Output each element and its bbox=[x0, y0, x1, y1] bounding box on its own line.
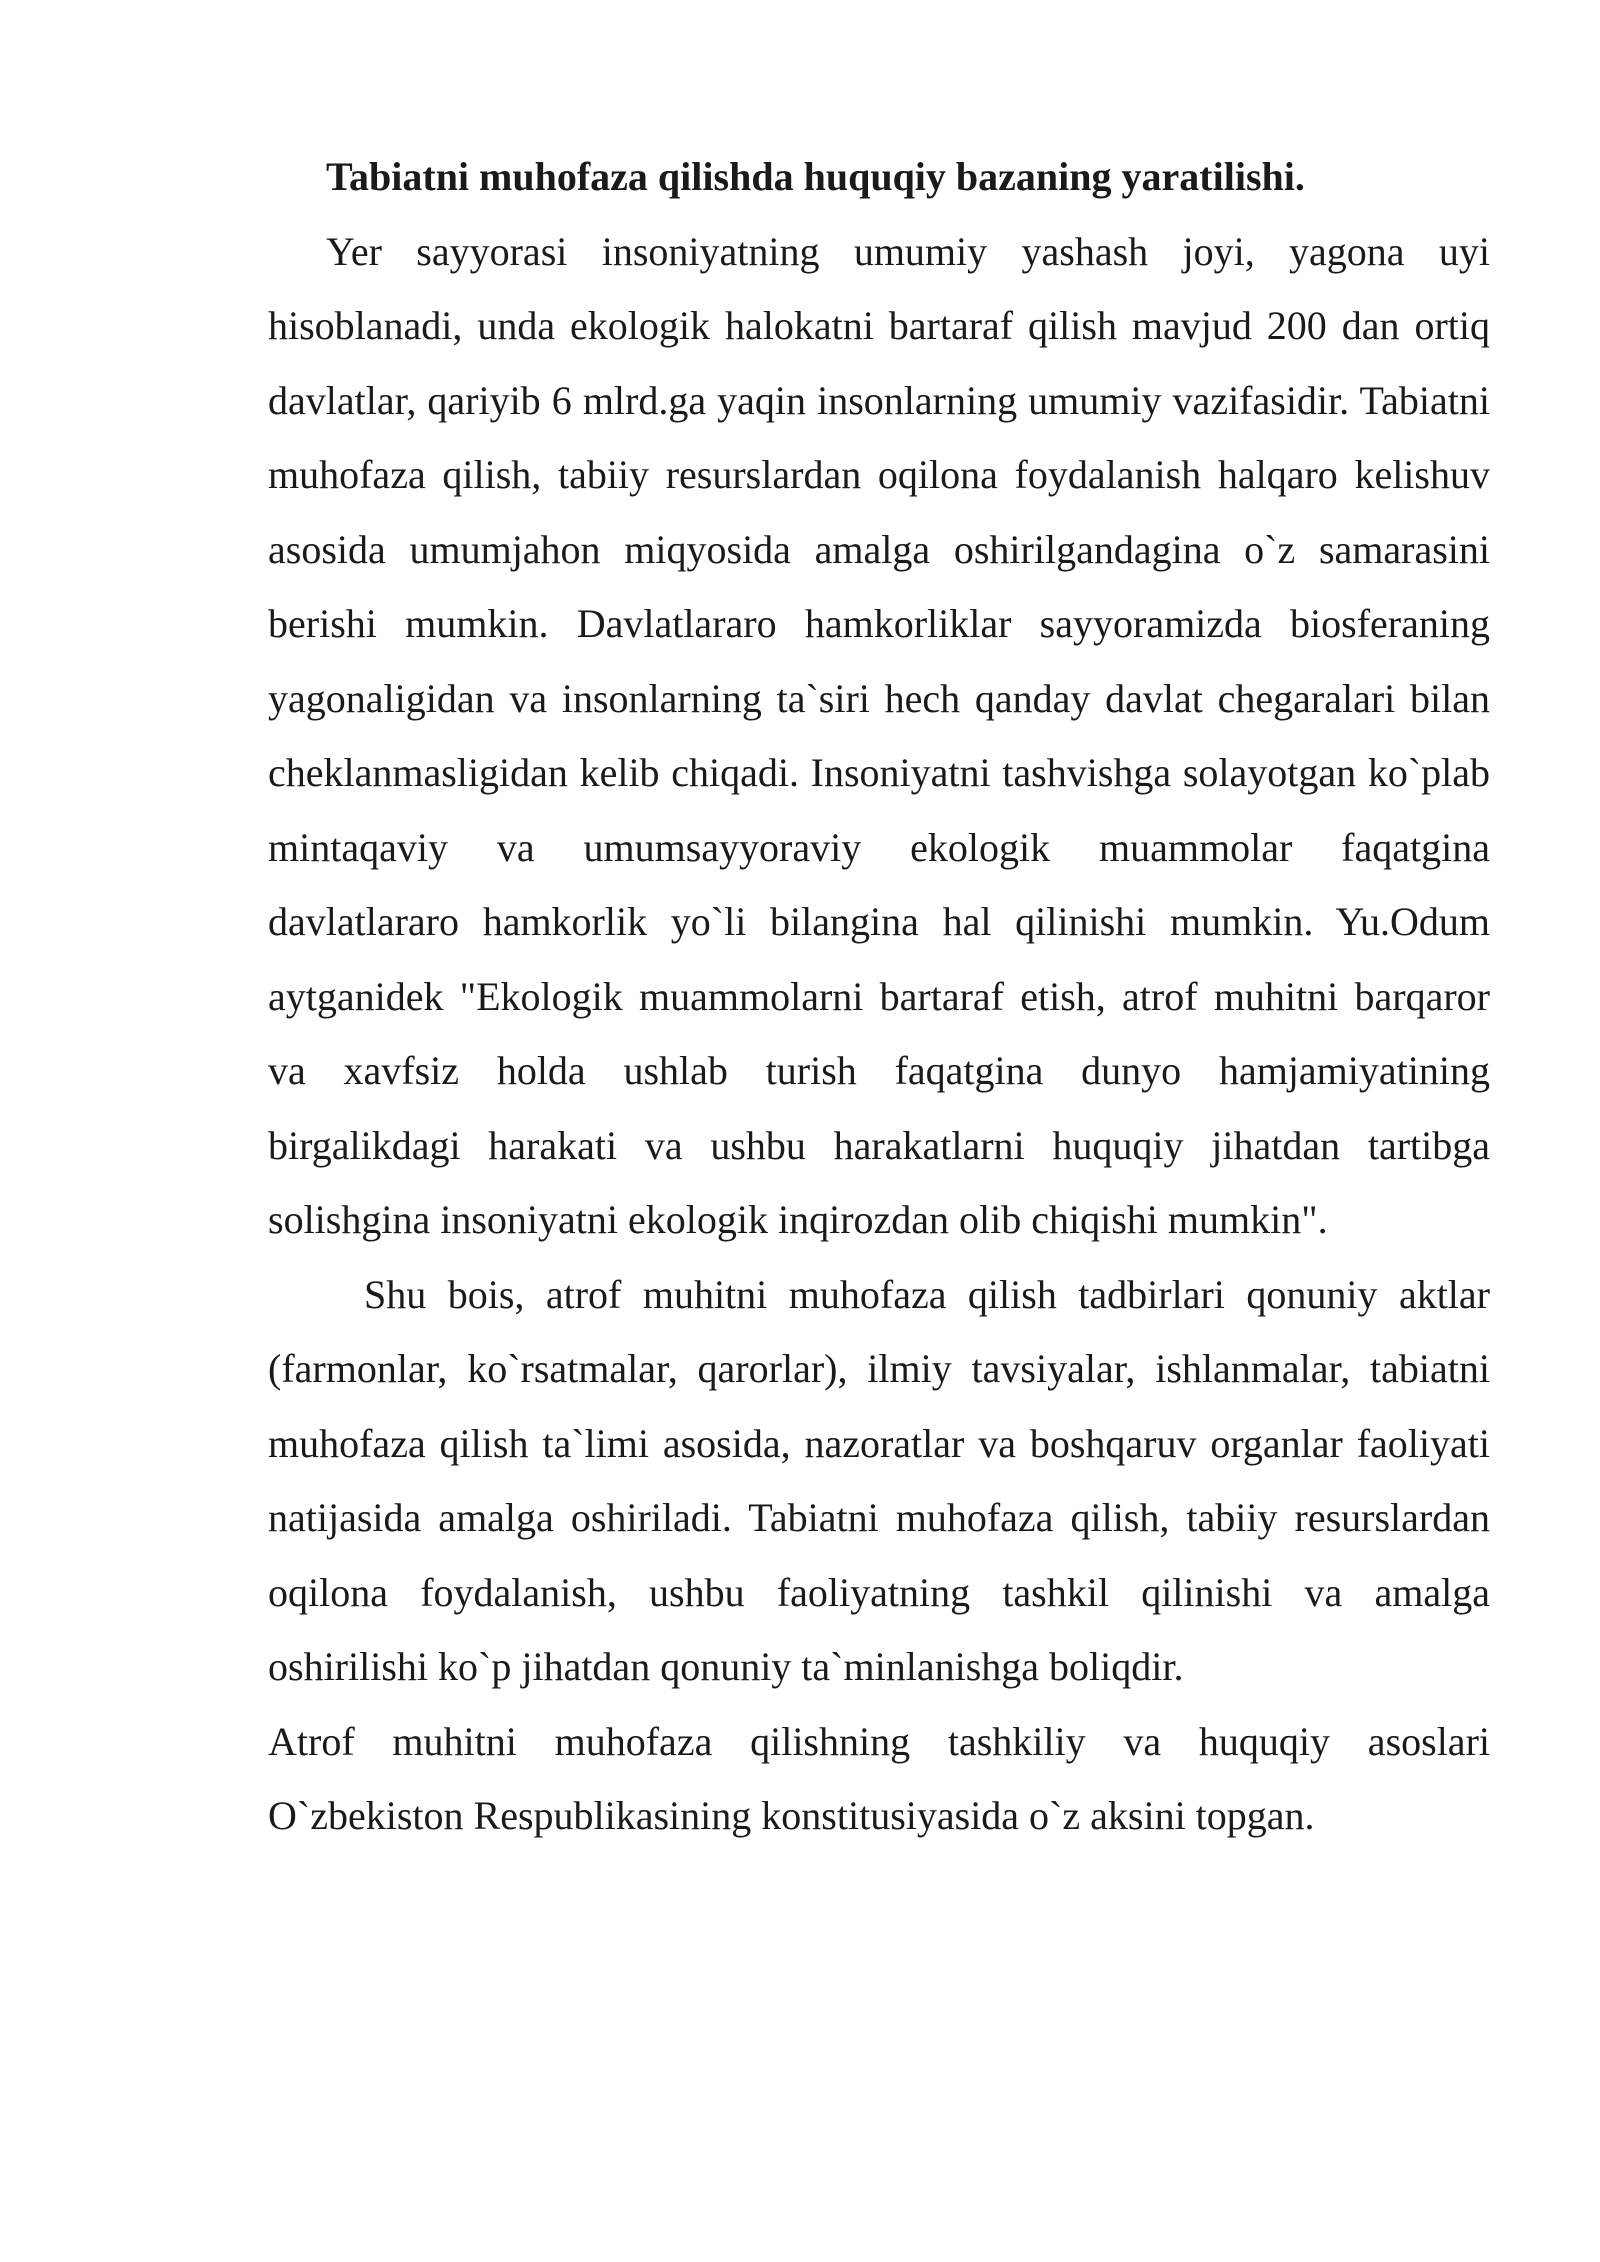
paragraph-3: Atrof muhitni muhofaza qilishning tashkiliy va huquqiy asoslari O`zbekiston Respublikasining konstitusiyasida o`z aksini topgan. bbox=[268, 1718, 1490, 1838]
paragraph-1: Yer sayyorasi insoniyatning umumiy yashash joyi, yagona uyi hisoblanadi, unda ekologik halokatni bartaraf qilish mavjud 200 dan ortiq davlatlar, qariyib 6 mlrd.ga yaqin insonlarning umumiy vazifasidir. Tabiatni muhofaza qilish, tabiiy resurslardan oqilona foydalanish halqaro kelishuv asosida umumjahon miqyosida amalga oshirilgandagina o`z samarasini berishi mumkin. Davlatlararo hamkorliklar sayyoramizda biosferaning yagonaligidan va insonlarning ta`siri hech qanday davlat chegaralari bilan cheklanmasligidan kelib chiqadi. Insoniyatni tashvishga solayotgan ko`plab mintaqaviy va umumsayyoraviy ekologik muammolar faqatgina davlatlararo hamkorlik yo`li bilangina hal qilinishi mumkin. Yu.Odum aytganidek "Ekologik muammolarni bartaraf etish, atrof muhitni barqaror va xavfsiz holda ushlab turish faqatgina dunyo hamjamiyatining birgalikdagi harakati va ushbu harakatlarni huquqiy jihatdan tartibga solishgina insoniyatni ekologik inqirozdan olib chiqishi mumkin". bbox=[268, 228, 1490, 1242]
document-title: Tabiatni muhofaza qilishda huquqiy bazaning yaratilishi. bbox=[326, 154, 1305, 199]
document-body bbox=[268, 140, 1490, 1854]
paragraph-2: Shu bois, atrof muhitni muhofaza qilish tadbirlari qonuniy aktlar (farmonlar, ko`rsatmalar, qarorlar), ilmiy tavsiyalar, ishlanmalar, tabiatni muhofaza qilish ta`limi asosida, nazoratlar va boshqaruv organlar faoliyati natijasida amalga oshiriladi. Tabiatni muhofaza qilish, tabiiy resurslardan oqilona foydalanish, ushbu faoliyatning tashkil qilinishi va amalga oshirilishi ko`p jihatdan qonuniy ta`minlanishga boliqdir. bbox=[268, 1271, 1490, 1689]
